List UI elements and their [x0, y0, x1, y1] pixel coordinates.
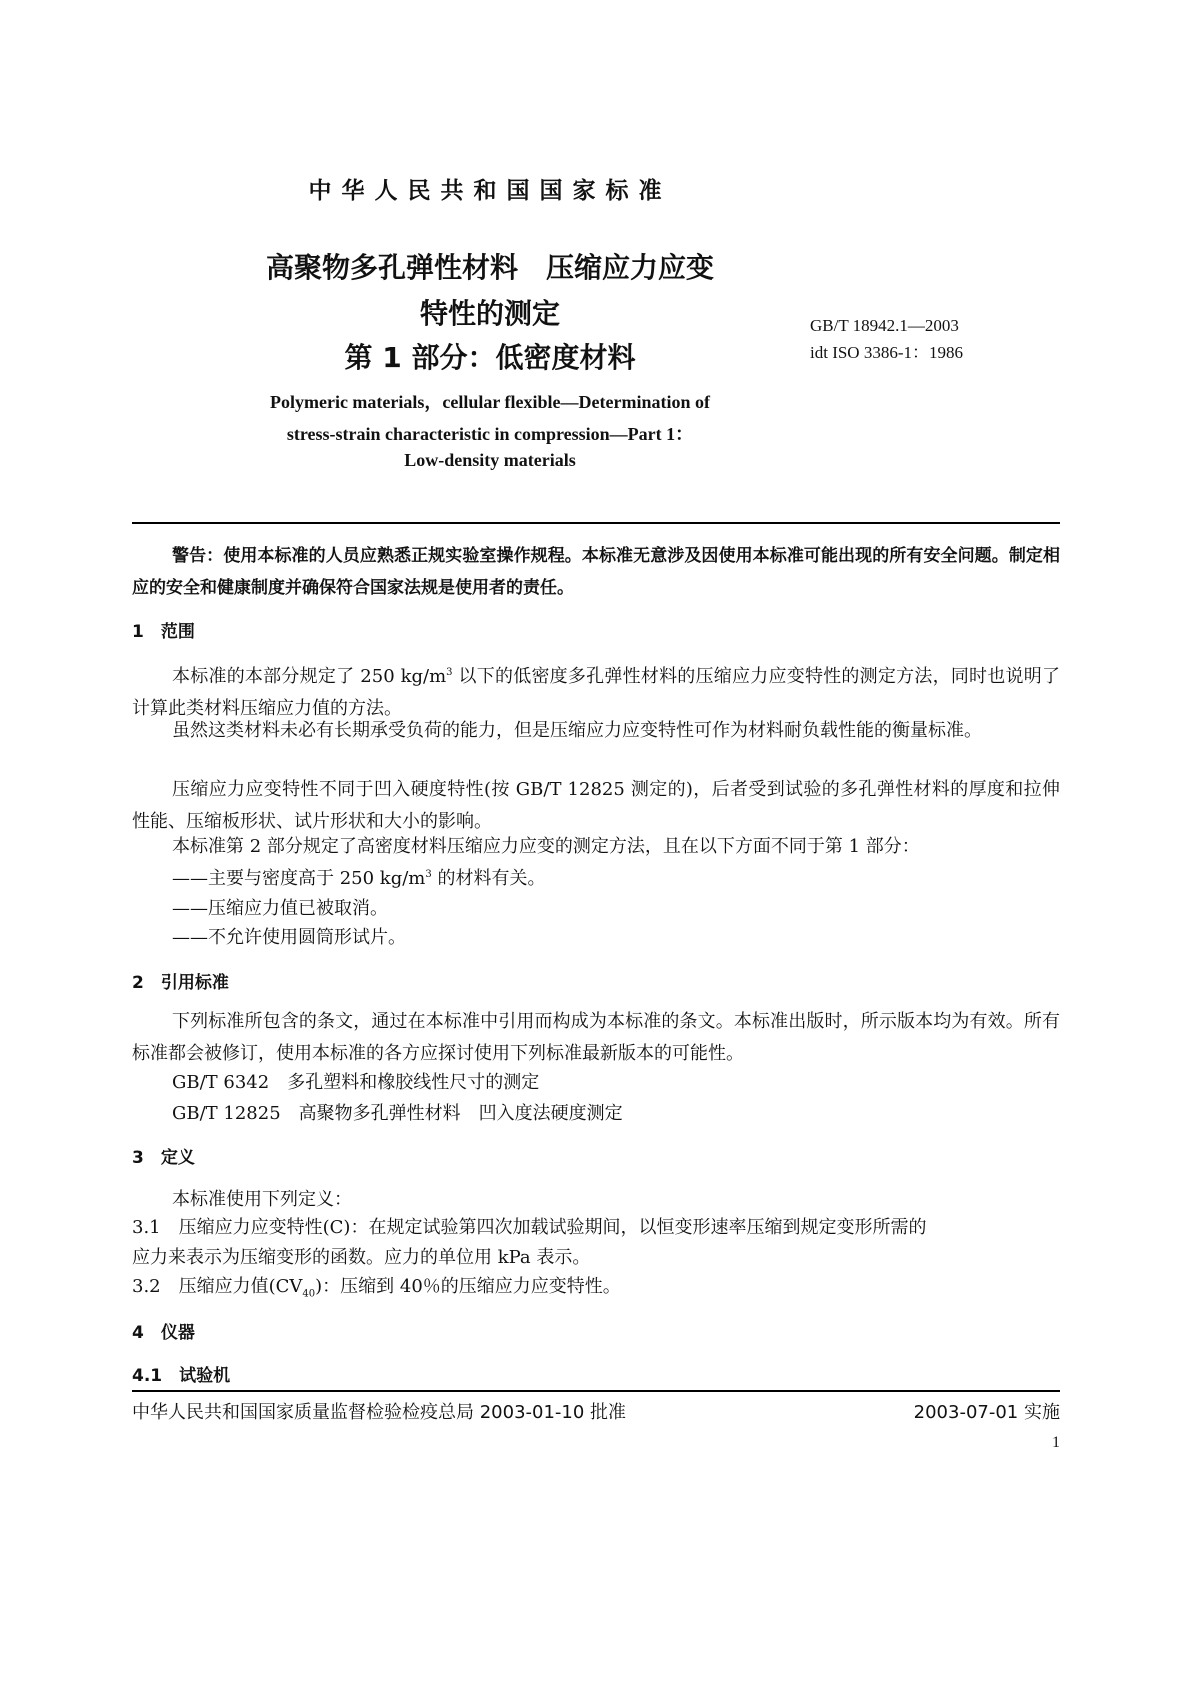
page-number: 1	[1052, 1434, 1060, 1451]
english-title-line-1: Polymeric materials，cellular flexible—Determination of	[269, 392, 711, 412]
national-standard-heading: 中华人民共和国国家标准	[308, 178, 672, 204]
header-divider	[132, 522, 1060, 524]
warning-paragraph: 警告：使用本标准的人员应熟悉正规实验室操作规程。本标准无意涉及因使用本标准可能出现的所有安全问题。制定相应的安全和健康制度并确保符合国家法规是使用者的责任。	[132, 546, 1060, 598]
scope-dash-item-1: ——主要与密度高于 250 $kg/m^3$ 的材料有关。	[172, 868, 546, 889]
section-4-heading: 4 仪器	[132, 1323, 195, 1343]
english-title-line-2: stress-strain characteristic in compression—Part 1：	[286, 424, 694, 444]
section-1-heading: 1 范围	[132, 622, 195, 642]
definition-3-1-line-2: 应力来表示为压缩变形的函数。应力的单位用 kPa 表示。	[132, 1247, 591, 1268]
section-2-heading: 2 引用标准	[132, 973, 229, 993]
reference-gbt-6342: GB/T 6342 多孔塑料和橡胶线性尺寸的测定	[172, 1072, 540, 1093]
scope-dash-item-2: ——压缩应力值已被取消。	[172, 898, 388, 919]
approval-authority: 中华人民共和国国家质量监督检验检疫总局 2003-01-10 批准	[132, 1402, 627, 1423]
reference-gbt-12825: GB/T 12825 高聚物多孔弹性材料 凹入度法硬度测定	[172, 1103, 623, 1124]
definition-3-2: 3.2 压缩应力值$(CV_{40})$：压缩到 40％的压缩应力应变特性。	[132, 1276, 621, 1300]
scope-paragraph-4: 本标准第 2 部分规定了高密度材料压缩应力应变的测定方法，且在以下方面不同于第 1 部分：	[172, 836, 920, 857]
definition-3-1-line-1: 3.1 压缩应力应变特性(C)：在规定试验第四次加载试验期间，以恒变形速率压缩到规定变形所需的	[132, 1217, 927, 1238]
scope-dash-item-3: ——不允许使用圆筒形试片。	[172, 927, 406, 948]
title-line-3: 第 1 部分：低密度材料	[344, 341, 636, 374]
implementation-date: 2003-07-01 实施	[913, 1402, 1060, 1423]
scope-paragraph-3: 压缩应力应变特性不同于凹入硬度特性(按 GB/T 12825 测定的)，后者受到试验的多孔弹性材料的厚度和拉伸性能、压缩板形状、试片形状和大小的影响。	[132, 779, 1060, 832]
standard-code: GB/T 18942.1—2003	[810, 316, 959, 335]
scope-paragraph-1: 本标准的本部分规定了 250 $kg/m^3$ 以下的低密度多孔弹性材料的压缩应力应变特性的测定方法，同时也说明了计算此类材料压缩应力值的方法。	[132, 666, 1060, 719]
title-line-1: 高聚物多孔弹性材料 压缩应力应变	[265, 251, 714, 284]
definitions-intro: 本标准使用下列定义：	[172, 1189, 352, 1210]
english-title-line-3: Low-density materials	[404, 450, 576, 470]
idt-iso-code: idt ISO 3386-1：1986	[810, 343, 963, 362]
title-line-2: 特性的测定	[419, 297, 560, 330]
subsection-4-1-heading: 4.1 试验机	[132, 1366, 231, 1386]
references-paragraph: 下列标准所包含的条文，通过在本标准中引用而构成为本标准的条文。本标准出版时，所示版本均为有效。所有标准都会被修订，使用本标准的各方应探讨使用下列标准最新版本的可能性。	[132, 1011, 1060, 1064]
footer-divider	[132, 1390, 1060, 1392]
scope-paragraph-2: 虽然这类材料未必有长期承受负荷的能力，但是压缩应力应变特性可作为材料耐负载性能的衡量标准。	[172, 720, 982, 741]
section-3-heading: 3 定义	[132, 1148, 195, 1168]
